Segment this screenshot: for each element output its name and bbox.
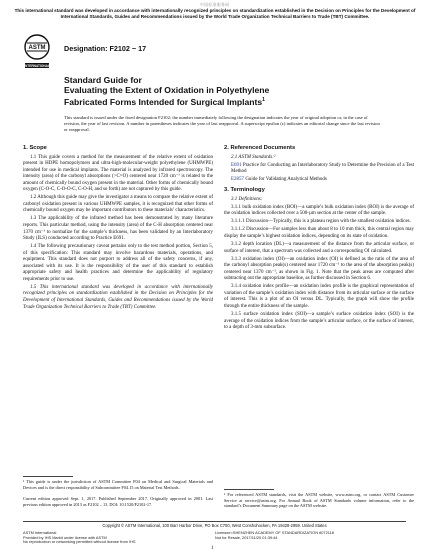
term-3-1-4: 3.1.4 oxidation index profile—an oxidation index profile is the graphical representation of variation of the sample’s oxidation index with distance from its articular surface or the surface of interest. This is a plot of an OI versus DL. Typically, the graph will show the profile through the entire thickness of the sample. — [224, 284, 414, 309]
term-3-1: 3.1 Definitions: — [231, 196, 263, 202]
svg-text:ASTM: ASTM — [28, 45, 46, 51]
title-footnote-mark: 1 — [262, 97, 265, 103]
ref-e2857: E2857 Guide for Validating Analytical Methods — [231, 176, 327, 182]
ref-e691: E691 Practice for Conducting an Interlaboratory Study to Determine the Precision of a Test Method — [231, 162, 415, 175]
top-notice: This international standard was developed in accordance with internationally recognized principles on standardization established in the Decision on Principles for the Development of International Standards, Guides and Recommendations issued by the World Trade Organization Technical Barriers to Trade (TBT) Committee. — [14, 8, 416, 19]
designation: Designation: F2102 − 17 — [64, 44, 147, 53]
footnote-rule-right — [224, 489, 274, 490]
para-1-4: 1.4 The following precautionary caveat pertains only to the test method portion, Section 5, of this specification: This standard may involve hazardous materials, operations, and equipment. This standard does not purport to address all of the safety concerns, if any, associated with its use. It is the responsibility of the user of this standard to establish appropriate safety and health practices and determine the applicability of regulatory requirements prior to use. — [23, 244, 213, 282]
astm-logo-icon — [23, 33, 51, 79]
section-references-title: 2. Referenced Documents — [224, 145, 296, 151]
term-3-1-3: 3.1.3 oxidation index (OI)—an oxidation index (OI) is defined as the ratio of the area of the carbonyl absorption peak(s) centered near 1720 cm⁻¹ to the area of the absorption peak(s) centered near 1370 cm⁻¹, as shown in Fig. 1. Note that the peak areas are computed after subtracting out the appropriate baseline, as further discussed in Section 6. — [224, 256, 414, 282]
title-block — [64, 75, 364, 107]
left-column — [23, 143, 213, 313]
term-3-1-1: 3.1.1 bulk oxidation index (BOI)—a sample’s bulk oxidation index (BOI) is the average of the oxidation indices collected over a 500-µm section at the center of the sample. — [224, 204, 414, 217]
title-line-3: Fabricated Forms Intended for Surgical Implants$^1$ — [64, 96, 265, 107]
footnote-edition: Current edition approved Sept. 1, 2017. Published September 2017. Originally approved in 2001. Last previous edition approved in 2013 as F2102 – 13. DOI: 10.1520/F2102-17. — [23, 496, 213, 507]
footnote-rule-left — [23, 476, 73, 477]
term-3-1-1-1: 3.1.1.1 Discussion—Typically, this is a plateau region with the smallest oxidation indices. — [231, 219, 411, 225]
term-3-1-1-2: 3.1.1.2 Discussion—For samples less than about 8 to 10 mm thick, this central region may display the sample’s highest oxidation indices, depending on its state of oxidation. — [224, 227, 414, 240]
term-3-1-2: 3.1.2 depth location (DL)—a measurement of the distance from the articular surface, or surface of interest, that a spectrum was collected and a corresponding OI calculated. — [224, 242, 414, 254]
title-line-1: Standard Guide for — [64, 75, 142, 85]
page-number: 1 — [211, 546, 214, 551]
issue-note: This standard is issued under the fixed designation F2102; the number immediately following the designation indicates the year of original adoption or, in the case of revision, the year of last revision. A number in parentheses indicates the year of last reapproval. A superscript epsilon (ε) indicates an editorial change since the last revision or reapproval. — [64, 115, 380, 132]
para-1-5: 1.5 This international standard was developed in accordance with internationally recognized principles on standardization established in the Decision on Principles for the Development of International Standards, Guides and Recommendations issued by the World Trade Organization Technical Barriers to Trade (TBT) Committee. — [23, 284, 213, 310]
para-1-1: 1.1 This guide covers a method for the measurement of the relative extent of oxidation present in HDPE homopolymers and ultra-high-molecular-weight polyethylene (UHMWPE) intended for use in medical implants. The material is analyzed by infrared spectroscopy. The intensity (area) of the carbonyl absorptions (>C=O) centered near 1720 cm⁻¹ is related to the amount of chemically bound oxygen present in the material. Other forms of chemically bound oxygen (C-O-C, C-O-O-C, C-O-H, and so forth) are not captured by this guide. — [23, 154, 213, 193]
section-terminology-title: 3. Terminology — [224, 187, 265, 194]
term-3-1-5: 3.1.5 surface oxidation index (SOI)—a sample’s surface oxidation index (SOI) is the average of the oxidation indices from the sample’s articular surface, or the surface of interest, to a depth of 3-mm subsurface. — [224, 312, 414, 331]
section-scope-title: 1. Scope — [23, 145, 47, 151]
license-right: Licensee=SHENZHEN ACADEMY OF STANDARDIZATION 6072118 Not for Resale, 2017/11/20 01:39:44 — [215, 530, 334, 540]
para-1-3: 1.3 The applicability of the infrared method has been demonstrated by many literature reports. This particular method, using the intensity (area) of the C-H absorption centered near 1370 cm⁻¹ to normalize for the sample’s thickness, has been validated by an Interlaboratory Study (ILS) conducted according to Practice E691. — [23, 216, 213, 242]
copyright-line: Copyright © ASTM International, 100 Barr Harbor Drive, PO Box C700, West Conshohocken, PA 19428-2959. United States — [102, 523, 327, 528]
right-column — [224, 143, 414, 333]
title-line-2: Evaluating the Extent of Oxidation in Polyethylene — [64, 85, 270, 95]
bottom-rule — [23, 521, 406, 522]
ref-e691-link[interactable]: E691 — [231, 162, 242, 168]
para-1-2: 1.2 Although this guide may give the investigator a means to compare the relative extent of carbonyl oxidation present in various UHMWPE samples, it is recognized that other forms of chemically bound oxygen may be important contributors to these materials’ characteristics. — [23, 195, 213, 214]
footnote-1: ¹ This guide is under the jurisdiction of ASTM Committee F04 on Medical and Surgical Materials and Devices and is the direct responsibility of Subcommittee F04.15 on Material Test Methods. — [23, 479, 213, 490]
watermark-stamp: 中国标准服务网 — [199, 2, 230, 7]
footnote-2: ² For referenced ASTM standards, visit the ASTM website, www.astm.org, or contact ASTM Customer Service at service@astm.org. For Annual Book of ASTM Standards volume information, refer to the standard’s Document Summary page on the ASTM website. — [224, 492, 414, 508]
ref-e2857-link[interactable]: E2857 — [231, 176, 245, 182]
svg-text:INTERNATIONAL: INTERNATIONAL — [24, 64, 50, 68]
refs-intro: 2.1 ASTM Standards:² — [231, 154, 276, 160]
license-left: ASTM International Provided by IHS Markit under license with ASTM No reproduction or networking permitted without license from IHS — [23, 530, 136, 545]
